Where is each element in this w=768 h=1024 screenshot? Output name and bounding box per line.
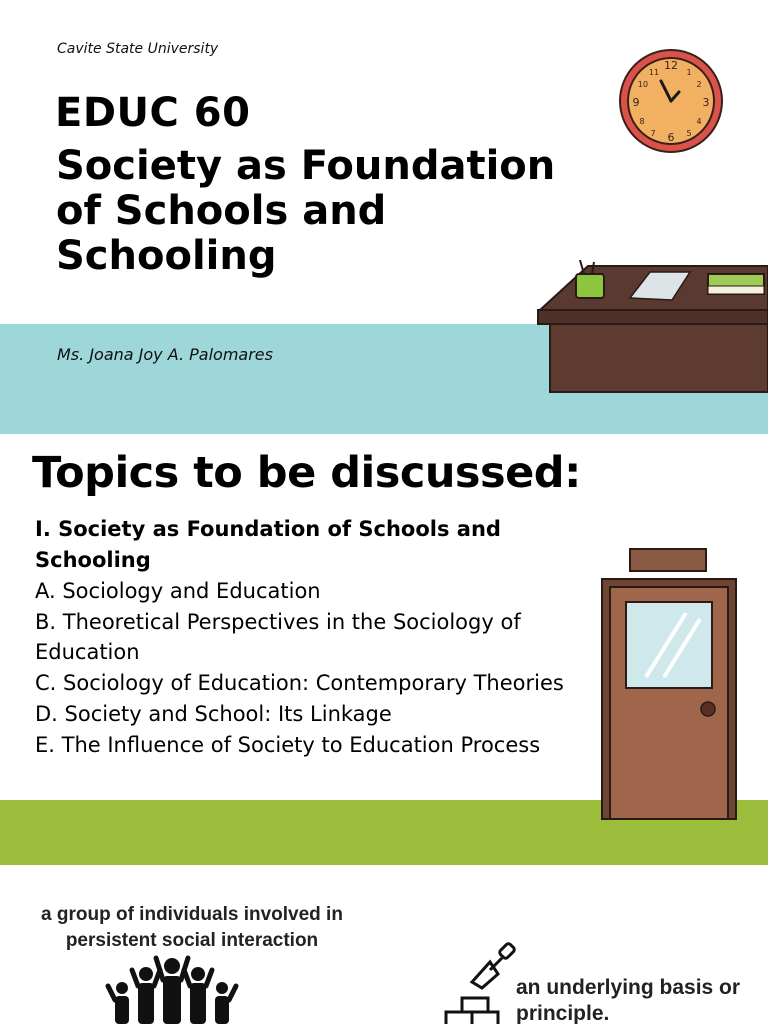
desk-icon xyxy=(532,258,768,398)
topics-heading: Topics to be discussed: xyxy=(32,448,581,498)
people-group-icon xyxy=(104,952,240,1024)
svg-text:4: 4 xyxy=(696,117,702,126)
topic-list xyxy=(35,576,605,760)
svg-text:10: 10 xyxy=(637,80,649,89)
svg-text:1: 1 xyxy=(686,68,692,77)
topic-item: E. The Influence of Society to Education Process xyxy=(35,732,541,757)
svg-text:2: 2 xyxy=(696,80,702,89)
door-icon xyxy=(596,547,742,825)
svg-text:3: 3 xyxy=(702,96,710,109)
course-code: EDUC 60 xyxy=(55,90,251,136)
svg-text:6: 6 xyxy=(667,131,675,144)
svg-text:5: 5 xyxy=(686,129,692,138)
foundation-definition: an underlying basis or principle. xyxy=(516,976,741,1024)
svg-text:12: 12 xyxy=(664,59,678,72)
svg-text:9: 9 xyxy=(632,96,640,109)
topic-item: A. Sociology and Education xyxy=(35,579,321,603)
topic-item: B. Theoretical Perspectives in the Sociology of Education xyxy=(35,609,521,665)
trowel-bricks-icon xyxy=(442,940,522,1024)
page-title: Society as Foundation of Schools and Schooling xyxy=(56,143,556,279)
main-topic: I. Society as Foundation of Schools and Schooling xyxy=(35,517,501,572)
svg-text:11: 11 xyxy=(648,68,660,77)
university-name: Cavite State University xyxy=(57,41,219,57)
svg-text:7: 7 xyxy=(650,129,656,138)
topic-item: C. Sociology of Education: Contemporary Theories xyxy=(35,671,564,696)
society-definition: a group of individuals involved in persistent social interaction xyxy=(41,904,343,951)
instructor-name: Ms. Joana Joy A. Palomares xyxy=(57,345,273,364)
svg-text:8: 8 xyxy=(639,117,645,126)
clock-icon xyxy=(617,46,725,156)
topic-item: D. Society and School: Its Linkage xyxy=(35,701,392,726)
